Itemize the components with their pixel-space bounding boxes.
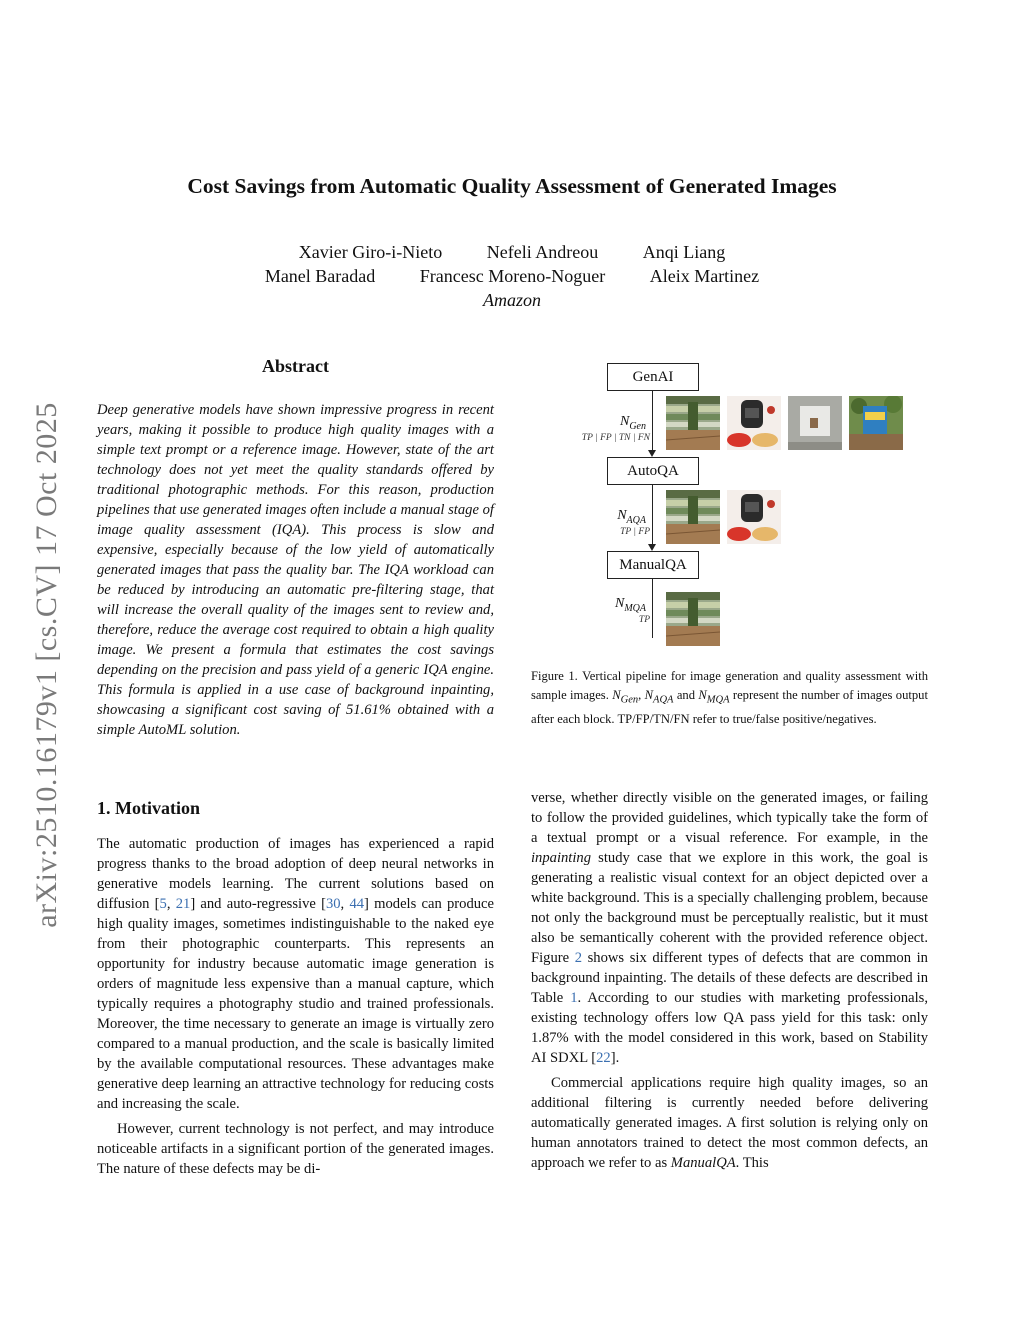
- manualqa-box: ManualQA: [607, 551, 699, 579]
- n-gen-label: $N_{Gen}$: [619, 414, 646, 432]
- arrow-down-icon: [648, 450, 656, 457]
- citation-link[interactable]: 22: [596, 1050, 611, 1066]
- set-label: TP | FP: [620, 527, 650, 537]
- genai-box: GenAI: [607, 363, 699, 391]
- connector-line: [652, 579, 653, 638]
- n-mqa-label: $N_{MQA}$: [614, 596, 646, 614]
- paragraph: verse, whether directly visible on the generated images, or failing to follow the provided guidelines, which typically take the form of a textual prompt or a visual reference. For example, in the inpainting study case that we explore in this work, the goal is generating a realistic visual context for an object depicted over a white background. This is a specially challenging problem, because not only the background must be perceptually realistic, but it must also be semantically coherent with the provided reference object. Figure 2 shows six different types of defects that are common in background inpainting. The details of these defects are described in Table 1. According to our studies with marketing professionals, existing technology offers low QA pass yield for this task: only 1.87% with the model considered in this work, based on Stability AI SDXL [22].: [531, 790, 928, 1066]
- arrow-down-icon: [648, 544, 656, 551]
- shelf-photo: [666, 490, 720, 544]
- citation-link[interactable]: 44: [349, 896, 365, 912]
- abstract-text: Deep generative models have shown impressive progress in recent years, making it possible to produce high quality images with a simple text prompt or a reference image. However, state of the art technology does not yet meet the quality standards offered by traditional photographic methods. For this reason, production pipelines that use generated images often include a manual stage of image quality assessment (IQA). This process is slow and expensive, especially because of the low yield of automatically generated images that pass the quality bar. The IQA workload can be reduced by introducing an automatic pre-filtering stage, that will increase the overall quality of the images sent to review and, therefore, reduce the average cost required to obtain a high quality image. We present a formula that estimates the cost savings depending on the precision and pass yield of a generic IQA engine. This formula is applied in a use case of background inpainting, showcasing a significant cost saving of 51.61% obtained with a simple AutoML solution.: [97, 402, 494, 738]
- shelf-photo: [666, 396, 720, 450]
- snack-bag-photo: [849, 396, 903, 450]
- paper-title: Cost Savings from Automatic Quality Assessment of Generated Images: [187, 174, 837, 198]
- set-label: TP | FP | TN | FN: [581, 433, 650, 443]
- shelf-photo: [666, 592, 720, 646]
- paragraph: However, current technology is not perfect, and may introduce noticeable artifacts in a significant portion of the generated images. The nature of these defects may be di-: [97, 1121, 494, 1177]
- citation-link[interactable]: 21: [175, 896, 191, 912]
- connector-line: [652, 485, 653, 544]
- author-name: Manel Baradad: [264, 266, 376, 286]
- author-name: Anqi Liang: [642, 242, 726, 262]
- pipeline-figure: [540, 360, 920, 650]
- citation-link[interactable]: 30: [325, 896, 341, 912]
- paragraph: The automatic production of images has experienced a rapid progress thanks to the broad adoption of deep neural networks in generative models learning. The current solutions based on diffusion [5, 21] and auto-regressive [30, 44] models can produce high quality images, sometimes indistinguishable to the naked eye from their photographic counterparts. This represents an opportunity for industry because automatic image generation is orders of magnitude less expensive than a manual capture, which typically requires a photography studio and trained professionals. Moreover, the time necessary to generate an image is virtually zero compared to a manual production, and the scale is basically limited by the available computational resources. These advantages make generative deep learning an attractive technology for reducing costs and increasing the scale.: [97, 836, 495, 1112]
- connector-line: [652, 391, 653, 450]
- author-row-1: [0, 240, 1024, 264]
- abstract-heading: Abstract: [262, 356, 329, 376]
- author-row-2: [0, 264, 1024, 288]
- paragraph: Commercial applications require high quality images, so an additional filtering is currently needed before delivering automatically generated images. A first solution is relying only on human annotators trained to detect the most common defects, an approach we refer to as ManualQA. This: [531, 1075, 928, 1171]
- section-heading: 1. Motivation: [97, 798, 200, 818]
- set-label: TP: [638, 615, 650, 625]
- air-fryer-photo: [727, 490, 781, 544]
- author-name: Francesc Moreno-Noguer: [419, 266, 606, 286]
- air-fryer-photo: [727, 396, 781, 450]
- n-aqa-label: $N_{AQA}$: [617, 508, 646, 526]
- author-name: Aleix Martinez: [649, 266, 760, 286]
- figure-caption: Figure 1. Vertical pipeline for image generation and quality assessment with sample images. $N_{Gen}$, $N_{AQA}$ and $N_{MQA}$ represent the number of images output after each block. TP/FP/TN/FN refer to true/false positive/negatives.: [531, 669, 928, 726]
- author-block: [0, 240, 1024, 312]
- author-name: Xavier Giro-i-Nieto: [298, 242, 443, 262]
- left-column-text: [97, 834, 494, 1184]
- white-box-photo: [788, 396, 842, 450]
- figure-link[interactable]: 2: [574, 950, 583, 966]
- citation-link[interactable]: 5: [159, 896, 167, 912]
- arxiv-identifier: arXiv:2510.16179v1 [cs.CV] 17 Oct 2025: [30, 402, 63, 928]
- table-link[interactable]: 1: [570, 990, 578, 1006]
- autoqa-box: AutoQA: [607, 457, 699, 485]
- right-column-text: [531, 788, 928, 1178]
- author-name: Nefeli Andreou: [486, 242, 599, 262]
- affiliation: Amazon: [483, 290, 541, 310]
